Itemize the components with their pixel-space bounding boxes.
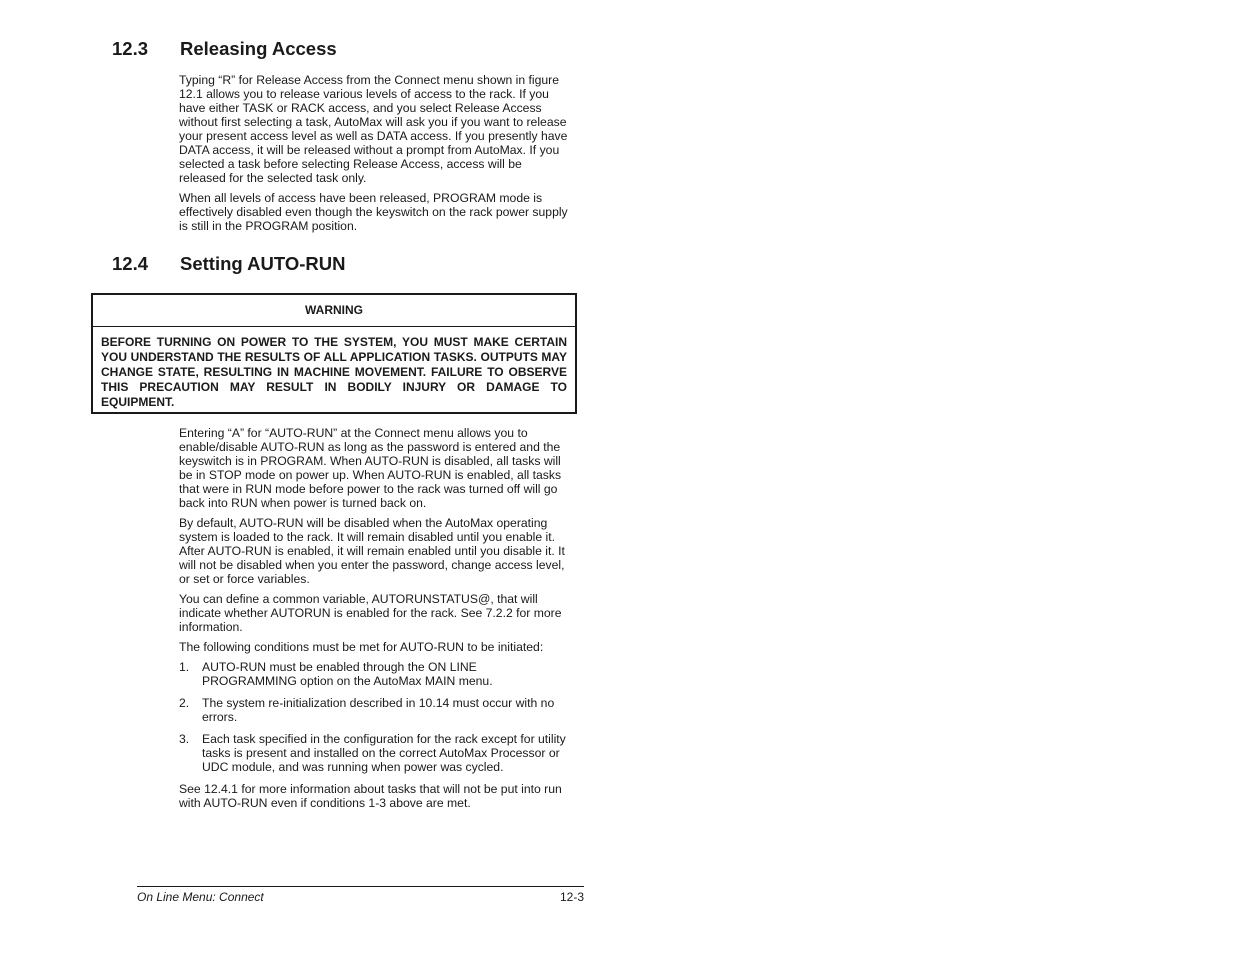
- paragraph: Typing “R” for Release Access from the Connect menu shown in figure 12.1 allows you to release various levels of access to the rack. If you have either TASK or RACK access, and you select Release Access without first selecting a task, AutoMax will ask you if you want to release your present access level as well as DATA access. If you presently have DATA access, it will be released without a prompt from AutoMax. If you selected a task before selecting Release Access, access will be released for the selected task only.: [179, 73, 568, 185]
- paragraph: When all levels of access have been released, PROGRAM mode is effectively disabled even though the keyswitch on the rack power supply is still in the PROGRAM position.: [179, 191, 568, 233]
- list-marker: 3.: [179, 732, 190, 746]
- section-number: 12.3: [112, 38, 149, 59]
- section-12-4-body: [179, 426, 571, 816]
- list-marker: 1.: [179, 660, 190, 674]
- section-number: 12.4: [112, 253, 149, 274]
- paragraph: See 12.4.1 for more information about tasks that will not be put into run with AUTO-RUN even if conditions 1-3 above are met.: [179, 782, 562, 810]
- list-marker: 2.: [179, 696, 190, 710]
- list-item-text: The system re-initialization described in 10.14 must occur with no errors.: [202, 696, 555, 724]
- warning-title: WARNING: [93, 295, 575, 327]
- list-item: [179, 696, 571, 724]
- section-12-3-heading: [112, 38, 337, 60]
- footer-chapter-title: On Line Menu: Connect: [137, 890, 264, 904]
- list-item: [179, 732, 571, 774]
- section-title: Releasing Access: [180, 38, 337, 59]
- paragraph: The following conditions must be met for AUTO-RUN to be initiated:: [179, 640, 544, 654]
- section-title: Setting AUTO-RUN: [180, 253, 346, 274]
- paragraph: You can define a common variable, AUTORUNSTATUS@, that will indicate whether AUTORUN is enabled for the rack. See 7.2.2 for more information.: [179, 592, 562, 634]
- list-item: [179, 660, 571, 688]
- footer-page-number: 12-3: [559, 890, 584, 904]
- warning-text: BEFORE TURNING ON POWER TO THE SYSTEM, YOU MUST MAKE CERTAIN YOU UNDERSTAND THE RESULTS OF ALL APPLICATION TASKS. OUTPUTS MAY CHANGE STATE, RESULTING IN MACHINE MOVEMENT. FAILURE TO OBSERVE THIS PRECAUTION MAY RESULT IN BODILY INJURY OR DAMAGE TO EQUIPMENT.: [101, 335, 567, 409]
- footer-divider: [137, 886, 584, 887]
- section-12-4-heading: [112, 253, 345, 275]
- paragraph: By default, AUTO-RUN will be disabled when the AutoMax operating system is loaded to the rack. It will remain disabled until you enable it. After AUTO-RUN is enabled, it will remain enabled until you disable it. It will not be disabled when you enter the password, change access level, or set or force variables.: [179, 516, 565, 586]
- list-item-text: Each task specified in the configuration for the rack except for utility tasks is present and installed on the correct AutoMax Processor or UDC module, and was running when power was cycled.: [202, 732, 566, 774]
- list-item-text: AUTO-RUN must be enabled through the ON LINE PROGRAMMING option on the AutoMax MAIN menu.: [202, 660, 493, 688]
- section-12-3-body: [179, 73, 571, 239]
- paragraph: Entering “A” for “AUTO-RUN” at the Connect menu allows you to enable/disable AUTO-RUN as long as the password is entered and the keyswitch is in PROGRAM. When AUTO-RUN is disabled, all tasks will be in STOP mode on power up. When AUTO-RUN is enabled, all tasks that were in RUN mode before power to the rack was turned off will go back into RUN when power is turned back on.: [179, 426, 562, 510]
- warning-box: [91, 293, 577, 414]
- conditions-list: [179, 660, 571, 774]
